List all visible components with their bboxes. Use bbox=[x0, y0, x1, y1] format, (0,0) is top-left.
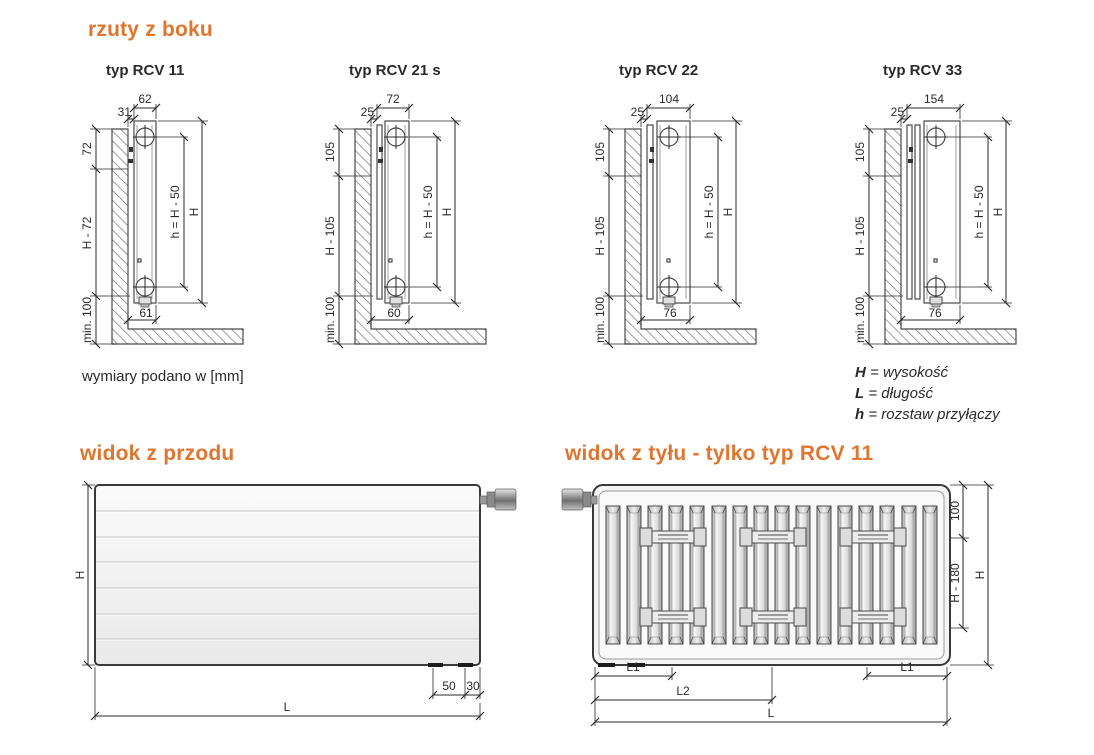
radiator-back bbox=[593, 485, 950, 665]
svg-text:H - 72: H - 72 bbox=[80, 216, 94, 250]
svg-text:min. 100: min. 100 bbox=[853, 296, 867, 344]
radiator-panel bbox=[377, 121, 409, 307]
side-view-drawing-rcv11 bbox=[72, 91, 302, 359]
svg-text:H: H bbox=[440, 207, 454, 217]
svg-text:h = H - 50: h = H - 50 bbox=[702, 185, 716, 239]
svg-text:25: 25 bbox=[630, 105, 644, 119]
svg-text:L1: L1 bbox=[626, 660, 640, 674]
foot bbox=[458, 663, 473, 667]
front-view bbox=[40, 476, 560, 755]
units-note: wymiary podano w [mm] bbox=[82, 368, 244, 385]
radiator-panel bbox=[907, 121, 960, 307]
side-view-rcv22 bbox=[585, 62, 815, 364]
svg-text:25: 25 bbox=[360, 105, 374, 119]
svg-text:h = H - 50: h = H - 50 bbox=[421, 185, 435, 239]
side-view-rcv11 bbox=[72, 62, 302, 364]
back-view-drawing bbox=[560, 476, 1094, 750]
legend-item: h = rozstaw przyłączy bbox=[855, 406, 1000, 423]
svg-text:H: H bbox=[187, 207, 201, 217]
svg-text:105: 105 bbox=[323, 141, 337, 163]
front-view-drawing bbox=[40, 476, 560, 750]
svg-text:H - 180: H - 180 bbox=[948, 563, 962, 603]
svg-text:62: 62 bbox=[138, 92, 152, 106]
svg-text:H - 105: H - 105 bbox=[853, 216, 867, 256]
legend-item: H = wysokość bbox=[855, 364, 948, 381]
legend-item: L = długość bbox=[855, 385, 933, 402]
radiator-panel bbox=[128, 121, 157, 307]
svg-text:H: H bbox=[991, 207, 1005, 217]
svg-text:min. 100: min. 100 bbox=[593, 296, 607, 344]
side-view-rcv33 bbox=[845, 62, 1094, 364]
svg-text:72: 72 bbox=[80, 142, 94, 156]
diagram-label: typ RCV 33 bbox=[883, 62, 963, 79]
foot bbox=[598, 663, 615, 667]
svg-text:105: 105 bbox=[853, 141, 867, 163]
svg-text:31: 31 bbox=[117, 105, 131, 119]
side-view-rcv21s bbox=[315, 62, 545, 364]
back-view-title: widok z tyłu - tylko typ RCV 11 bbox=[565, 442, 874, 465]
svg-text:H: H bbox=[721, 207, 735, 217]
svg-text:L1: L1 bbox=[900, 660, 914, 674]
svg-text:61: 61 bbox=[139, 306, 153, 320]
diagram-label: typ RCV 22 bbox=[619, 62, 699, 79]
svg-text:104: 104 bbox=[658, 92, 680, 106]
diagram-label: typ RCV 21 s bbox=[349, 62, 441, 79]
svg-text:L: L bbox=[767, 706, 775, 720]
svg-text:30: 30 bbox=[466, 679, 480, 693]
valve bbox=[562, 489, 597, 510]
valve bbox=[480, 489, 516, 510]
svg-text:min. 100: min. 100 bbox=[80, 296, 94, 344]
svg-text:L2: L2 bbox=[676, 684, 690, 698]
side-view-drawing-rcv33 bbox=[845, 91, 1094, 359]
svg-text:min. 100: min. 100 bbox=[323, 296, 337, 344]
svg-text:76: 76 bbox=[928, 306, 942, 320]
svg-text:H: H bbox=[973, 570, 987, 580]
svg-text:154: 154 bbox=[923, 92, 945, 106]
svg-text:H: H bbox=[73, 570, 87, 580]
diagram-label: typ RCV 11 bbox=[106, 62, 185, 79]
svg-text:h = H - 50: h = H - 50 bbox=[972, 185, 986, 239]
svg-text:105: 105 bbox=[593, 141, 607, 163]
side-view-drawing-rcv21s bbox=[315, 91, 545, 359]
svg-text:60: 60 bbox=[387, 306, 401, 320]
back-view bbox=[560, 476, 1094, 755]
svg-text:72: 72 bbox=[386, 92, 400, 106]
svg-text:25: 25 bbox=[890, 105, 904, 119]
side-view-drawing-rcv22 bbox=[585, 91, 815, 359]
svg-text:76: 76 bbox=[663, 306, 677, 320]
svg-text:100: 100 bbox=[948, 500, 962, 522]
foot bbox=[428, 663, 443, 667]
front-view-title: widok z przodu bbox=[80, 442, 235, 465]
svg-text:50: 50 bbox=[442, 679, 456, 693]
radiator-front bbox=[95, 485, 480, 665]
svg-text:H - 105: H - 105 bbox=[593, 216, 607, 256]
svg-text:L: L bbox=[283, 700, 291, 714]
svg-text:H - 105: H - 105 bbox=[323, 216, 337, 256]
svg-text:h = H - 50: h = H - 50 bbox=[168, 185, 182, 239]
legend bbox=[855, 362, 1000, 425]
side-views-title: rzuty z boku bbox=[88, 18, 213, 41]
radiator-panel bbox=[647, 121, 690, 307]
